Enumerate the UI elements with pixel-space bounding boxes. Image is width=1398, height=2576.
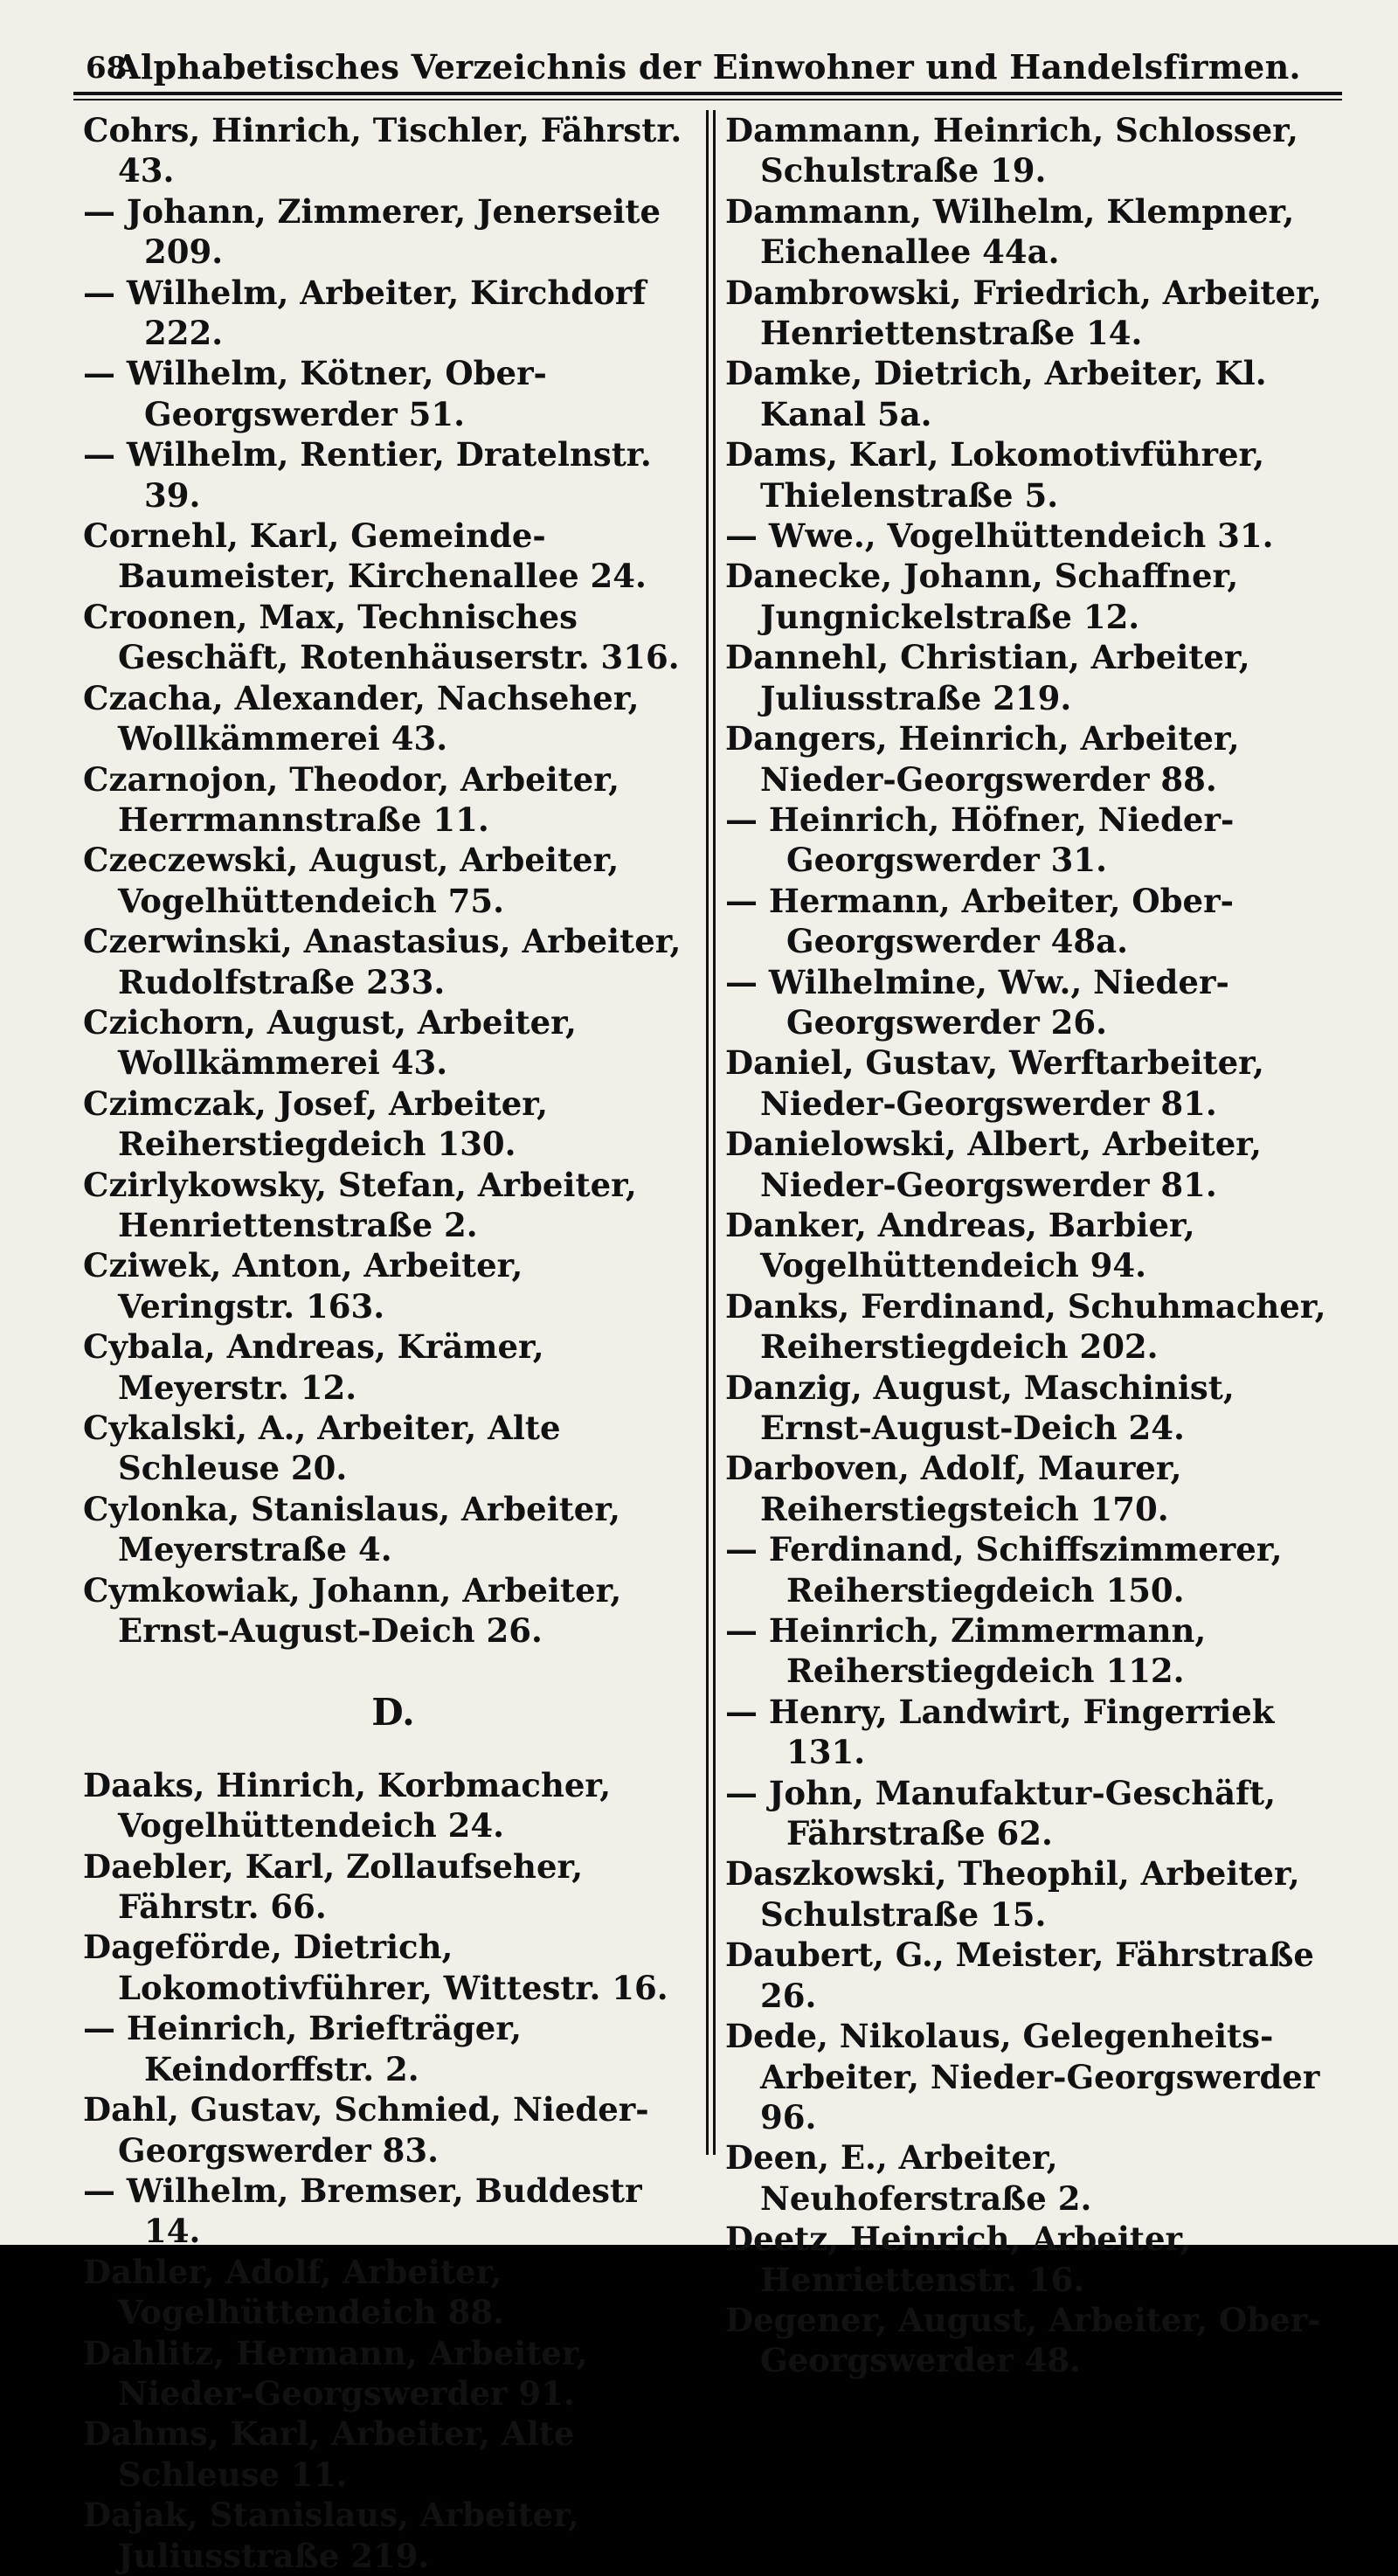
directory-entry: Dammann, Wilhelm, Klempner, Eichenallee 44a. <box>725 191 1295 272</box>
directory-entry: Czarnojon, Theodor, Arbeiter, Herrmannstraße 11. <box>83 759 619 839</box>
directory-entry: Dahler, Adolf, Arbeiter, Vogelhüttendeich 88. <box>83 2252 505 2332</box>
directory-entry: Czimczak, Josef, Arbeiter, Reiherstiegdeich 130. <box>83 1084 548 1164</box>
directory-entry: — Wwe., Vogelhüttendeich 31. <box>725 516 1274 556</box>
directory-entry: — Heinrich, Zimmermann, Reiherstiegdeich 112. <box>725 1611 1207 1691</box>
directory-entry: Czerwinski, Anastasius, Arbeiter, Rudolfstraße 233. <box>83 922 682 1001</box>
directory-entry: Daaks, Hinrich, Korbmacher, Vogelhüttendeich 24. <box>83 1765 612 1845</box>
directory-entry: Danecke, Johann, Schaffner, Jungnickelstraße 12. <box>725 557 1239 636</box>
directory-entry: Dams, Karl, Lokomotivführer, Thielenstraße 5. <box>725 435 1265 515</box>
directory-entry: Deetz, Heinrich, Arbeiter, Henriettenstr. 16. <box>725 2219 1192 2299</box>
directory-entry: Deen, E., Arbeiter, Neuhoferstraße 2. <box>725 2138 1092 2218</box>
directory-entry: — Ferdinand, Schiffszimmerer, Reiherstiegdeich 150. <box>725 1530 1283 1610</box>
directory-entry: Cohrs, Hinrich, Tischler, Fährstr. 43. <box>83 111 682 190</box>
column-divider-line-1 <box>706 110 709 2155</box>
directory-entry: Croonen, Max, Technisches Geschäft, Rotenhäuserstr. 316. <box>83 597 680 677</box>
directory-entry: Degener, August, Arbeiter, Ober-Georgswerder 48. <box>725 2300 1321 2380</box>
directory-entry: Czichorn, August, Arbeiter, Wollkämmerei 43. <box>83 1002 577 1083</box>
directory-entry: Danker, Andreas, Barbier, Vogelhüttendeich 94. <box>725 1205 1195 1285</box>
right-column <box>725 110 1354 2381</box>
directory-entry: Danzig, August, Maschinist, Ernst-August-Deich 24. <box>725 1368 1235 1447</box>
directory-entry: Dajak, Stanislaus, Arbeiter, Juliusstraße 219. <box>83 2496 579 2575</box>
directory-entry: Daniel, Gustav, Werftarbeiter, Nieder-Georgswerder 81. <box>725 1043 1264 1123</box>
directory-entry: Daubert, G., Meister, Fährstraße 26. <box>725 1935 1314 2015</box>
directory-entry: — Heinrich, Briefträger, Keindorffstr. 2. <box>83 2009 523 2088</box>
directory-entry: Czirlykowsky, Stefan, Arbeiter, Henriettenstraße 2. <box>83 1165 637 1244</box>
header-rule-thick <box>73 92 1342 95</box>
directory-entry: Czacha, Alexander, Nachseher, Wollkämmerei 43. <box>83 678 640 758</box>
right-entries <box>725 110 1354 2381</box>
directory-entry: Danielowski, Albert, Arbeiter, Nieder-Georgswerder 81. <box>725 1125 1262 1204</box>
directory-entry: Dede, Nikolaus, Gelegenheits-Arbeiter, Nieder-Georgswerder 96. <box>725 2017 1320 2136</box>
directory-entry: — Wilhelm, Rentier, Dratelnstr. 39. <box>83 435 652 515</box>
directory-entry: — Heinrich, Höfner, Nieder-Georgswerder 31. <box>725 800 1235 880</box>
directory-entry: Dageförde, Dietrich, Lokomotivführer, Wittestr. 16. <box>83 1928 668 2007</box>
directory-entry: Cziwek, Anton, Arbeiter, Veringstr. 163. <box>83 1246 523 1326</box>
left-entries-c <box>83 110 703 1651</box>
directory-entry: Dahl, Gustav, Schmied, Nieder-Georgswerder 83. <box>83 2090 649 2170</box>
column-divider-line-2 <box>713 110 716 2155</box>
directory-entry: Cornehl, Karl, Gemeinde-Baumeister, Kirchenallee 24. <box>83 516 647 596</box>
directory-entry: Cykalski, A., Arbeiter, Alte Schleuse 20. <box>83 1409 561 1488</box>
directory-entry: — Johann, Zimmerer, Jenerseite 209. <box>83 191 661 272</box>
directory-entry: Cylonka, Stanislaus, Arbeiter, Meyerstraße 4. <box>83 1489 621 1569</box>
directory-entry: Czeczewski, August, Arbeiter, Vogelhüttendeich 75. <box>83 841 619 920</box>
left-column <box>83 110 703 2576</box>
page-number: 68 <box>86 51 128 86</box>
directory-entry: — Henry, Landwirt, Fingerriek 131. <box>725 1692 1275 1772</box>
directory-entry: Daebler, Karl, Zollaufseher, Fährstr. 66. <box>83 1846 584 1927</box>
directory-entry: — Wilhelm, Arbeiter, Kirchdorf 222. <box>83 273 647 353</box>
directory-entry: Dahms, Karl, Arbeiter, Alte Schleuse 11. <box>83 2414 575 2494</box>
directory-entry: — John, Manufaktur-Geschäft, Fährstraße 62. <box>725 1773 1276 1853</box>
directory-entry: Damke, Dietrich, Arbeiter, Kl. Kanal 5a. <box>725 354 1267 433</box>
directory-entry: Danks, Ferdinand, Schuhmacher, Reiherstiegdeich 202. <box>725 1286 1326 1367</box>
directory-entry: Cybala, Andreas, Krämer, Meyerstr. 12. <box>83 1327 544 1407</box>
directory-entry: Cymkowiak, Johann, Arbeiter, Ernst-August-Deich 26. <box>83 1570 622 1651</box>
directory-entry: Dambrowski, Friedrich, Arbeiter, Henriettenstraße 14. <box>725 273 1322 353</box>
section-letter-d: D. <box>371 1691 415 1735</box>
directory-entry: Darboven, Adolf, Maurer, Reiherstiegsteich 170. <box>725 1449 1182 1528</box>
page-header <box>73 42 1342 94</box>
directory-entry: Dannehl, Christian, Arbeiter, Juliusstraße 219. <box>725 638 1250 717</box>
directory-entry: Dangers, Heinrich, Arbeiter, Nieder-Georgswerder 88. <box>725 719 1240 799</box>
directory-entry: — Wilhelmine, Ww., Nieder-Georgswerder 26. <box>725 962 1229 1042</box>
left-entries-d <box>83 1765 703 2576</box>
directory-entry: Dammann, Heinrich, Schlosser, Schulstraße 19. <box>725 111 1298 190</box>
running-title: Alphabetisches Verzeichnis der Einwohner und Handelsfirmen. <box>114 47 1301 87</box>
directory-entry: — Wilhelm, Kötner, Ober-Georgswerder 51. <box>83 354 547 433</box>
directory-entry: — Wilhelm, Bremser, Buddestr 14. <box>83 2171 642 2251</box>
directory-entry: Dahlitz, Hermann, Arbeiter, Nieder-Georgswerder 91. <box>83 2333 588 2413</box>
header-rule-thin <box>73 99 1342 100</box>
directory-entry: — Hermann, Arbeiter, Ober-Georgswerder 48a. <box>725 881 1234 961</box>
directory-entry: Daszkowski, Theophil, Arbeiter, Schulstraße 15. <box>725 1854 1300 1934</box>
